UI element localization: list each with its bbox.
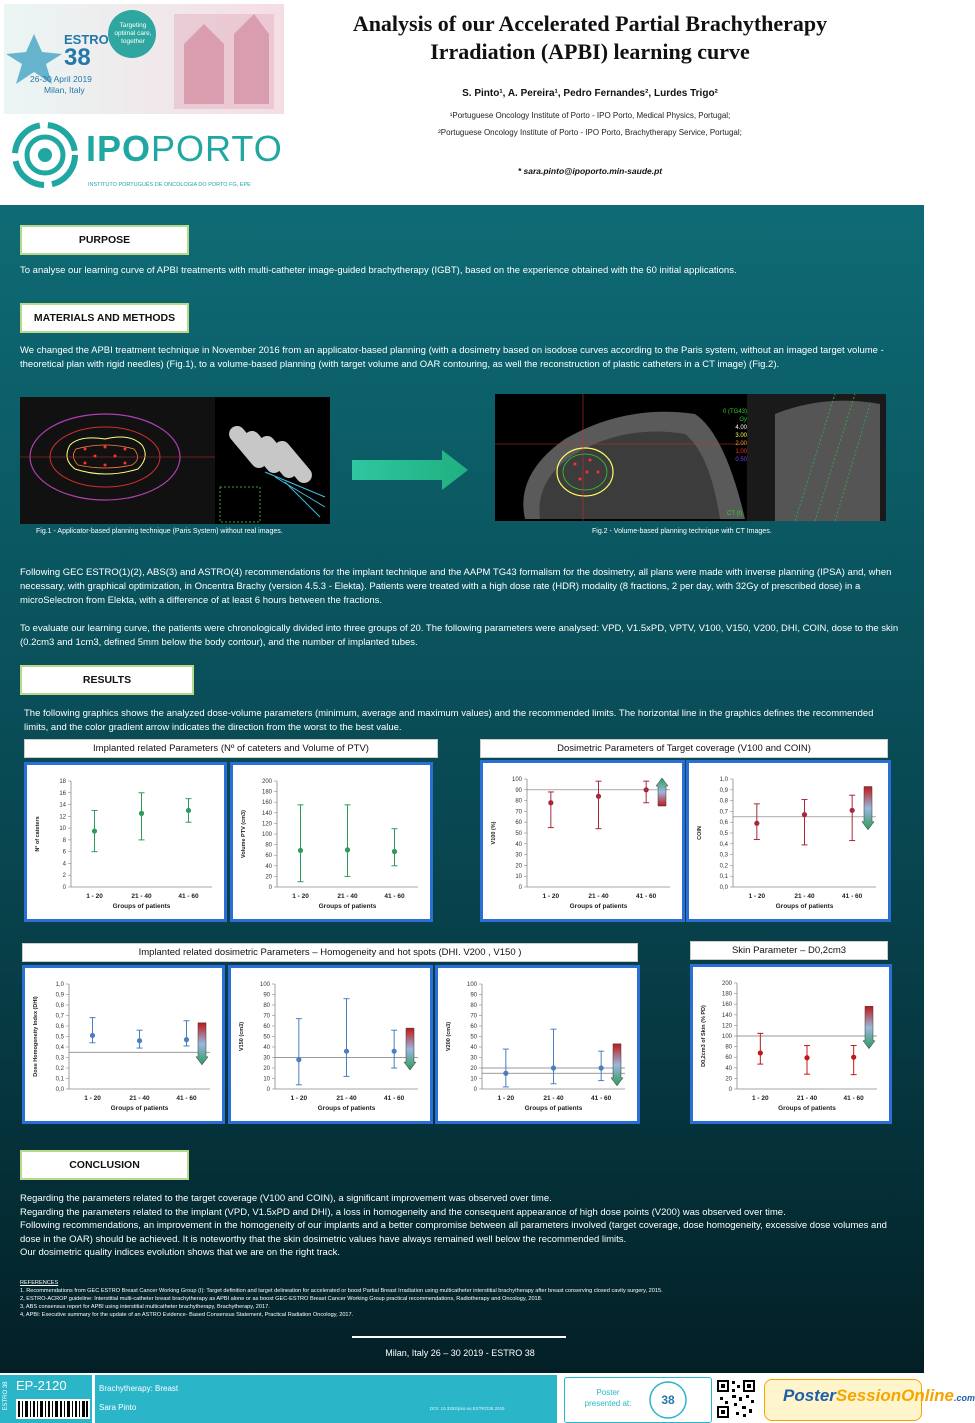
methods-paragraph-3: To evaluate our learning curve, the patients were chronologically divided into three groups of 20. The following parameters were analysed: VPD, V1.5xPD, VPTV, V100, V150, V200, DHI, COIN, dose to the skin (0.2cm3 and 1cm3, defined 5mm below the body contour), and the number of implanted tubes. (20, 623, 899, 648)
fig1-caption: Fig.1 - Applicator-based planning technique (Paris System) without real images. (36, 528, 283, 535)
mean-point (754, 821, 759, 826)
y-axis-label: D0,2cm3 of Skin (% PD) (701, 1005, 707, 1067)
conclusion-line-1: Regarding the parameters related to the target coverage (V100 and COIN), a significant improvement was observed over time. (20, 1193, 552, 1204)
mean-point (551, 1065, 556, 1070)
y-tick-label: 12 (59, 814, 66, 821)
y-tick-label: 40 (265, 863, 272, 870)
y-tick-label: 6 (62, 849, 66, 856)
y-tick-label: 30 (515, 852, 522, 859)
panel-target-coverage-title: Dosimetric Parameters of Target coverage (V100 and COIN) (480, 739, 888, 758)
doi-label: DOI: 10.3252/pso.eu.ESTRO38.2019 (430, 1406, 505, 1411)
chart-ptv-volume (230, 762, 433, 922)
ipo-logo-icon (10, 120, 80, 190)
y-tick-label: 40 (470, 1045, 477, 1051)
y-tick-label: 80 (263, 1003, 270, 1009)
x-tick-label: 41 - 60 (384, 893, 405, 900)
y-tick-label: 20 (470, 1066, 477, 1072)
y-tick-label: 0,0 (55, 1087, 64, 1093)
reference-item: 2, ESTRO-ACROP guideline: Interstitial multi-catheter breast brachytherapy as APBI alone or as boost GEC-ESTRO Breast Cancer Working Group practical recommendations, Radiotherapy and Oncology, 2018. (20, 1296, 543, 1302)
x-tick-label: 41 - 60 (176, 1095, 197, 1102)
x-tick-label: 1 - 20 (84, 1095, 101, 1102)
mean-point (850, 808, 855, 813)
gradient-arrow (196, 1023, 208, 1065)
y-tick-label: 50 (470, 1034, 477, 1041)
fig2-legend-300: 3.00 (735, 433, 747, 439)
estro-dates: 26-30 April 2019 (30, 74, 92, 84)
y-tick-label: 200 (261, 779, 272, 785)
y-tick-label: 20 (725, 1076, 732, 1083)
panel-homogeneity-title: Implanted related dosimetric Parameters – Homogeneity and hot spots (DHI. V200 , V150 ) (22, 943, 638, 962)
x-tick-label: 21 - 40 (337, 893, 358, 900)
side-tag: ESTRO 38 (3, 1381, 9, 1411)
x-tick-label: 41 - 60 (636, 893, 657, 900)
y-tick-label: 180 (721, 991, 732, 998)
fig2-legend-title: 0 (TG43) (722, 409, 747, 415)
y-tick-label: 200 (721, 981, 732, 987)
y-tick-label: 90 (470, 992, 477, 999)
y-tick-label: 0,6 (55, 1024, 64, 1030)
chart-svg (693, 967, 889, 1121)
mean-point (345, 847, 350, 852)
chart-svg (27, 765, 224, 919)
y-tick-label: 4 (62, 861, 66, 868)
y-tick-label: 0,3 (55, 1055, 64, 1062)
conclusion-line-2: Regarding the parameters related to the implant (VPD, V1.5xPD and DHI), a loss in homogeneity and the consequent appearance of high dose points (V200) was observed over time. (20, 1206, 786, 1218)
y-tick-label: 0 (266, 1087, 270, 1093)
y-axis-label: V200 (cm3) (446, 1021, 452, 1052)
y-tick-label: 0,8 (719, 798, 728, 805)
y-tick-label: 90 (263, 992, 270, 999)
fig2-ct-plan-image (495, 394, 886, 521)
mean-point (758, 1050, 763, 1055)
mean-point (344, 1049, 349, 1054)
y-tick-label: 2 (62, 873, 66, 880)
footer-divider (352, 1336, 566, 1338)
y-tick-label: 60 (265, 853, 272, 860)
y-tick-label: 80 (725, 1044, 732, 1051)
chart-svg (25, 968, 222, 1121)
fig2-legend-unit: Gy (739, 417, 747, 423)
y-tick-label: 20 (515, 863, 522, 870)
mean-point (644, 787, 649, 792)
estro-star-icon (4, 4, 284, 114)
conclusion-text (20, 1192, 900, 1260)
chart-v200 (435, 965, 640, 1124)
y-tick-label: 1,0 (55, 982, 64, 988)
y-axis-label: Volume PTV (cm3) (241, 810, 247, 858)
y-tick-label: 16 (59, 790, 66, 797)
y-tick-label: 0,9 (55, 992, 64, 999)
results-heading: RESULTS (20, 665, 194, 695)
y-tick-label: 140 (721, 1012, 732, 1019)
y-axis-label: COIN (697, 826, 703, 840)
y-tick-label: 50 (515, 831, 522, 837)
gradient-arrow (611, 1044, 623, 1086)
y-tick-label: 0,7 (55, 1013, 64, 1020)
y-tick-label: 60 (515, 820, 522, 827)
estro38-badge-icon (647, 1380, 689, 1420)
estro-place: Milan, Italy (44, 85, 85, 95)
mean-point (184, 1037, 189, 1042)
brand-poster: Poster (783, 1386, 836, 1405)
x-axis-label: Groups of patients (112, 903, 171, 910)
y-tick-label: 40 (263, 1045, 270, 1051)
chart-catheters (24, 762, 227, 922)
reference-item: 4, APBI: Executive summary for the update of an ASTRO Evidence- Based Consensus Statement, Practical Radiation Oncology, 2017. (20, 1312, 354, 1318)
mean-point (596, 794, 601, 799)
x-tick-label: 41 - 60 (843, 1095, 864, 1102)
conclusion-line-4: Our dosimetric quality indices evolution shows that we are on the right track. (20, 1247, 340, 1258)
x-tick-label: 41 - 60 (178, 893, 199, 900)
y-tick-label: 160 (721, 1002, 732, 1009)
chart-svg (438, 968, 637, 1121)
y-tick-label: 180 (261, 789, 272, 796)
right-arrow-icon (352, 450, 470, 490)
postersessiononline-logo[interactable] (764, 1379, 975, 1421)
gradient-arrow (862, 787, 874, 830)
mean-point (90, 1033, 95, 1038)
y-tick-label: 10 (515, 874, 522, 881)
y-tick-label: 0,7 (719, 809, 728, 816)
contact-email: * sara.pinto@ipoporto.min-saude.pt (517, 166, 663, 176)
y-tick-label: 18 (59, 779, 66, 785)
gradient-arrow (863, 1006, 875, 1048)
mean-point (392, 1049, 397, 1054)
chart-dhi (22, 965, 225, 1124)
y-tick-label: 0,6 (719, 820, 728, 827)
chart-skin-dose (690, 964, 892, 1124)
x-tick-label: 1 - 20 (290, 1095, 308, 1102)
y-tick-label: 1,0 (719, 777, 728, 783)
fig1-paris-plan-image (20, 397, 330, 524)
mean-point (139, 811, 144, 816)
mean-point (851, 1055, 856, 1060)
y-tick-label: 14 (59, 802, 66, 809)
x-tick-label: 21 - 40 (129, 1095, 150, 1102)
y-tick-label: 10 (470, 1076, 477, 1083)
x-tick-label: 1 - 20 (497, 1095, 515, 1102)
x-tick-label: 1 - 20 (748, 893, 766, 900)
qr-code-icon (716, 1379, 756, 1419)
x-axis-label: Groups of patients (569, 903, 628, 910)
panel-implanted-title: Implanted related Parameters (Nº of cateters and Volume of PTV) (24, 739, 438, 758)
y-tick-label: 100 (721, 1034, 732, 1040)
y-axis-label: Dose Homogeneity Index (DHI) (33, 996, 39, 1077)
y-tick-label: 0,4 (719, 841, 728, 848)
y-tick-label: 100 (261, 832, 272, 838)
y-tick-label: 120 (721, 1023, 732, 1030)
ipo-name-light: PORTO (151, 128, 283, 169)
y-tick-label: 0,5 (55, 1034, 64, 1041)
y-tick-label: 0,5 (719, 831, 728, 837)
y-tick-label: 30 (263, 1055, 270, 1062)
authors: S. Pinto¹, A. Pereira¹, Pedro Fernandes², Lurdes Trigo² (462, 88, 718, 99)
reference-item: 3, ABS consensus report for APBI using interstitial multicatheter brachytherapy, Brachytherapy, 2017. (20, 1304, 270, 1310)
x-tick-label: 1 - 20 (292, 893, 309, 900)
y-tick-label: 0,0 (719, 885, 728, 891)
y-tick-label: 0,4 (55, 1045, 64, 1051)
mean-point (137, 1038, 142, 1043)
barcode-icon (16, 1399, 90, 1419)
y-tick-label: 40 (725, 1065, 732, 1072)
chart-v100 (480, 760, 685, 922)
purpose-text: To analyse our learning curve of APBI treatments with multi-catheter image-guided brachytherapy (IGBT), based on the experience obtained with the 60 initial applications. (20, 265, 737, 276)
affiliation-1: ¹Portuguese Oncology Institute of Porto - IPO Porto, Medical Physics, Portugal; (449, 111, 731, 120)
x-axis-label: Groups of patients (524, 1105, 583, 1112)
results-intro: The following graphics shows the analyzed dose-volume parameters (minimum, average and maximum values) and the recommended limits. The horizontal line in the graphics defines the recommended limits, and the color gradient arrow indicates the direction from the worst to the best value. (24, 708, 874, 733)
gradient-arrow (404, 1028, 416, 1070)
y-tick-label: 90 (515, 787, 522, 794)
x-tick-label: 21 - 40 (794, 893, 815, 900)
y-axis-label: Nº of cateters (35, 816, 41, 852)
y-tick-label: 60 (470, 1024, 477, 1030)
ipo-subtitle: INSTITUTO PORTUGUÊS DE ONCOLOGIA DO PORTO FG, EPE (88, 182, 251, 188)
estro-number: 38 (64, 44, 91, 71)
poster-title (300, 10, 880, 66)
x-tick-label: 21 - 40 (336, 1095, 357, 1102)
chart-v150 (228, 965, 433, 1124)
y-tick-label: 10 (263, 1076, 270, 1083)
y-tick-label: 0 (728, 1087, 732, 1093)
x-tick-label: 21 - 40 (588, 893, 609, 900)
y-tick-label: 20 (263, 1066, 270, 1072)
fig2-legend-200: 2.00 (735, 441, 747, 447)
ipo-name-bold: IPO (86, 128, 152, 169)
y-tick-label: 0 (518, 885, 522, 891)
y-tick-label: 0 (62, 885, 66, 891)
mean-point (548, 800, 553, 805)
y-tick-label: 0 (268, 885, 272, 891)
poster-id: EP-2120 (16, 1378, 67, 1393)
reference-item: 1. Recommendations from GEC ESTRO Breast Cancer Working Group (I): Target definition and target delineation for accelerated or boost Partial Breast Irradiation using multicatheter interstitial brachytherapy after breast conserving closed cavity surgery, 2015. (20, 1288, 663, 1294)
x-tick-label: 21 - 40 (131, 893, 152, 900)
fig2-legend-050: 0.50 (735, 457, 747, 463)
fig2-ct-label: CT (I) (727, 511, 743, 517)
y-axis-label: V100 (%) (491, 821, 497, 845)
estro-logo (4, 4, 284, 114)
mean-point (804, 1055, 809, 1060)
mean-point (296, 1057, 301, 1062)
x-axis-label: Groups of patients (778, 1105, 836, 1112)
mean-point (802, 812, 807, 817)
y-tick-label: 0,3 (719, 852, 728, 859)
y-tick-label: 10 (59, 826, 66, 833)
x-tick-label: 1 - 20 (86, 893, 103, 900)
mean-point (503, 1071, 508, 1076)
y-tick-label: 0,2 (55, 1066, 64, 1072)
y-tick-label: 0,1 (55, 1076, 64, 1083)
x-tick-label: 21 - 40 (796, 1095, 818, 1102)
y-tick-label: 80 (265, 842, 272, 849)
title-line-2: Irradiation (APBI) learning curve (430, 39, 750, 64)
references (20, 1279, 900, 1319)
y-tick-label: 80 (470, 1003, 477, 1009)
y-tick-label: 0,8 (55, 1003, 64, 1009)
y-tick-label: 60 (263, 1024, 270, 1030)
y-tick-label: 8 (62, 837, 66, 844)
ipo-porto-logo (10, 120, 283, 195)
estro-tagline: Targeting optimal care, together (114, 22, 152, 45)
methods-paragraph-1: We changed the APBI treatment technique in November 2016 from an applicator-based planning (with a dosimetry based on isodose curves according to the Paris system, without an imaged target volume - theoretical plan with rigid needles) (Fig.1), to a volume-based planning (with target volume and OAR contouring, as well the reconstruction of plastic catheters in a CT image) (Fig.2). (20, 345, 884, 370)
fig2-legend-100: 1.00 (735, 449, 747, 455)
brand-com: .com (954, 1393, 975, 1403)
mean-point (186, 808, 191, 813)
x-tick-label: 41 - 60 (384, 1095, 405, 1102)
brand-session: SessionOnline (835, 1386, 955, 1405)
presented-at-label: Poster presented at: (584, 1388, 632, 1408)
figure-1 (20, 397, 330, 524)
y-tick-label: 80 (515, 798, 522, 805)
y-tick-label: 70 (515, 809, 522, 816)
x-tick-label: 21 - 40 (543, 1095, 564, 1102)
conclusion-heading: CONCLUSION (20, 1150, 189, 1180)
y-tick-label: 20 (265, 874, 272, 881)
y-tick-label: 30 (470, 1055, 477, 1062)
chart-svg (689, 763, 888, 919)
x-axis-label: Groups of patients (318, 903, 377, 910)
poster-info-block (95, 1375, 557, 1423)
mean-point (599, 1065, 604, 1070)
chart-coin (686, 760, 891, 922)
chart-svg (231, 968, 430, 1121)
y-tick-label: 160 (261, 800, 272, 807)
y-tick-label: 70 (470, 1013, 477, 1020)
methods-heading: MATERIALS AND METHODS (20, 303, 189, 333)
y-tick-label: 100 (511, 777, 522, 783)
x-axis-label: Groups of patients (775, 903, 834, 910)
y-tick-label: 0,9 (719, 787, 728, 794)
y-tick-label: 100 (259, 982, 270, 988)
fig2-legend-400: 4.00 (735, 425, 747, 431)
affiliation-2: ²Portuguese Oncology Institute of Porto - IPO Porto, Brachytherapy Service, Portugal; (438, 128, 742, 137)
y-tick-label: 0,2 (719, 863, 728, 870)
conclusion-line-3: Following recommendations, an improvement in the homogeneity of our implants and a better compromise between all parameters involved (target coverage, dose homogeneity, excessive dose volumes and dose in the OAR) should be achieved. It is noteworthy that the skin dosimetric values have always remained well below the recommended limits. (20, 1220, 887, 1245)
references-heading: REFERENCES (20, 1280, 59, 1286)
x-tick-label: 1 - 20 (542, 893, 560, 900)
y-tick-label: 0,1 (719, 874, 728, 881)
methods-paragraph-2: Following GEC ESTRO(1)(2), ABS(3) and ASTRO(4) recommendations for the implant technique and the AAPM TG43 formalism for the dosimetry, all plans were made with inverse planning (IPSA) and, when necessary, with graphical optimization, in Oncentra Brachy (version 4.5.3 - Elekta). Patients were treated with a high dose rate (HDR) modality (8 fractions, 2 per day, with 32Gy of prescribed dose) in a microSelectron from Elekta, with a difference of at least 6 hours between the fractions. (20, 567, 892, 606)
estro-name: ESTRO (64, 32, 109, 47)
presented-at-block (564, 1377, 712, 1423)
y-tick-label: 120 (261, 821, 272, 828)
y-tick-label: 40 (515, 841, 522, 848)
venue-line: Milan, Italy 26 – 30 2019 - ESTRO 38 (385, 1348, 535, 1358)
figure-2 (495, 394, 886, 521)
gradient-arrow (656, 778, 668, 806)
x-tick-label: 41 - 60 (842, 893, 863, 900)
y-axis-label: V150 (cm3) (239, 1021, 245, 1052)
y-tick-label: 70 (263, 1013, 270, 1020)
mean-point (298, 848, 303, 853)
title-line-1: Analysis of our Accelerated Partial Brachytherapy (352, 11, 828, 36)
y-tick-label: 100 (466, 982, 477, 988)
fig2-caption: Fig.2 - Volume-based planning technique with CT Images. (592, 528, 772, 535)
y-tick-label: 0 (473, 1087, 477, 1093)
purpose-heading: PURPOSE (20, 225, 189, 255)
x-axis-label: Groups of patients (317, 1105, 376, 1112)
poster-id-block (0, 1375, 92, 1423)
x-tick-label: 41 - 60 (591, 1095, 612, 1102)
chart-svg (483, 763, 682, 919)
mean-point (92, 828, 97, 833)
y-tick-label: 50 (263, 1034, 270, 1041)
x-axis-label: Groups of patients (110, 1105, 169, 1112)
presenter-name: Sara Pinto (99, 1403, 137, 1412)
chart-svg (233, 765, 430, 919)
x-tick-label: 1 - 20 (752, 1095, 769, 1102)
y-tick-label: 140 (261, 810, 272, 817)
y-tick-label: 60 (725, 1055, 732, 1062)
svg-text:38: 38 (661, 1393, 675, 1407)
mean-point (392, 849, 397, 854)
panel-skin-title: Skin Parameter – D0,2cm3 (690, 941, 888, 960)
category-label: Brachytherapy: Breast (99, 1384, 179, 1393)
